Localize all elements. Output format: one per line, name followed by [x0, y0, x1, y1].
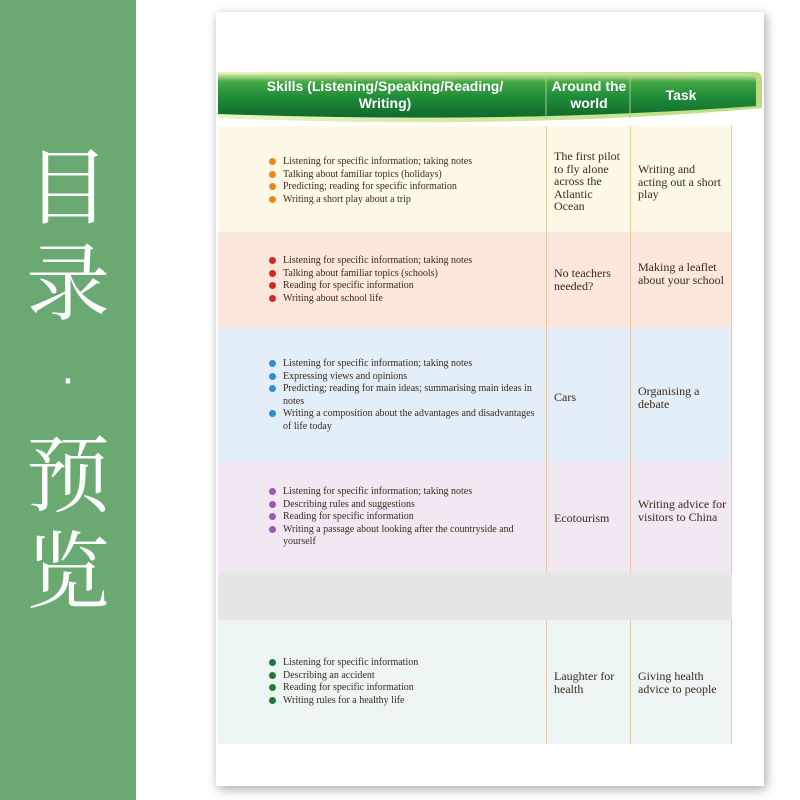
sidebar-char: 目: [25, 139, 110, 237]
around-cell: [546, 328, 630, 462]
around-text: Laughter for health: [554, 669, 615, 696]
skill-item: Describing rules and suggestions: [268, 499, 538, 512]
skills-cell: [218, 232, 546, 328]
bullet-icon: [269, 410, 276, 417]
task-cell: [630, 620, 732, 744]
bullet-icon: [269, 659, 276, 666]
skill-item: Writing a short play about a trip: [268, 194, 538, 207]
table-row: [218, 328, 732, 462]
skill-item: Talking about familiar topics (schools): [268, 268, 538, 281]
header-skills: Skills (Listening/Speaking/Reading/ Writing): [266, 78, 504, 111]
sidebar-title: [0, 140, 136, 620]
skill-item: Reading for specific information: [268, 511, 538, 524]
sidebar-char: ·: [54, 331, 82, 429]
skill-item: Listening for specific information: [268, 657, 538, 670]
skill-item: Writing a composition about the advantages and disadvantages of life today: [268, 408, 538, 433]
table-row: [218, 462, 732, 572]
bullet-icon: [269, 183, 276, 190]
skills-list: [268, 255, 538, 305]
bullet-icon: [269, 697, 276, 704]
skills-list: [268, 156, 538, 206]
bullet-icon: [269, 385, 276, 392]
bullet-icon: [269, 171, 276, 178]
bullet-icon: [269, 282, 276, 289]
skills-list: [268, 358, 538, 434]
skill-item: Listening for specific information; taking notes: [268, 486, 538, 499]
table-row: [218, 126, 732, 232]
skill-item: Reading for specific information: [268, 682, 538, 695]
skills-cell: [218, 462, 546, 572]
bullet-icon: [269, 196, 276, 203]
around-cell: [546, 462, 630, 572]
sidebar-char: 录: [25, 235, 110, 333]
skill-item: Predicting; reading for main ideas; summarising main ideas in notes: [268, 383, 538, 408]
skill-item: Listening for specific information; taking notes: [268, 156, 538, 169]
skills-cell: [218, 126, 546, 232]
task-cell: [630, 462, 732, 572]
skills-list: [268, 657, 538, 707]
skill-item: Writing rules for a healthy life: [268, 695, 538, 708]
task-text: Organising a debate: [638, 384, 700, 411]
table-header: [218, 68, 762, 126]
bullet-icon: [269, 684, 276, 691]
bullet-icon: [269, 295, 276, 302]
around-cell: [546, 620, 630, 744]
around-text: Ecotourism: [554, 511, 610, 525]
skill-item: Writing about school life: [268, 293, 538, 306]
bullet-icon: [269, 257, 276, 264]
skills-cell: [218, 620, 546, 744]
task-cell: [630, 126, 732, 232]
header-task: Task: [665, 87, 697, 103]
sidebar-char: 览: [25, 523, 110, 621]
bullet-icon: [269, 158, 276, 165]
bullet-icon: [269, 513, 276, 520]
around-cell: [546, 232, 630, 328]
skill-item: Writing a passage about looking after the countryside and yourself: [268, 524, 538, 549]
task-text: Giving health advice to people: [638, 669, 717, 696]
task-cell: [630, 328, 732, 462]
sidebar-char: 预: [25, 427, 110, 525]
task-text: Making a leaflet about your school: [638, 260, 724, 287]
bullet-icon: [269, 360, 276, 367]
task-cell: [630, 232, 732, 328]
table-row: [218, 232, 732, 328]
bullet-icon: [269, 526, 276, 533]
task-text: Writing and acting out a short play: [638, 162, 721, 202]
skill-item: Predicting; reading for specific information: [268, 181, 538, 194]
skills-cell: [218, 328, 546, 462]
sidebar: [0, 0, 136, 800]
bullet-icon: [269, 373, 276, 380]
skills-list: [268, 486, 538, 549]
around-cell: [546, 126, 630, 232]
skill-item: Describing an accident: [268, 670, 538, 683]
skill-item: Expressing views and opinions: [268, 371, 538, 384]
bullet-icon: [269, 488, 276, 495]
around-text: No teachers needed?: [554, 266, 611, 293]
around-text: The first pilot to fly alone across the Atlantic Ocean: [554, 149, 620, 214]
bullet-icon: [269, 501, 276, 508]
header-around-the-world: Around the world: [551, 78, 627, 111]
bullet-icon: [269, 672, 276, 679]
skill-item: Reading for specific information: [268, 280, 538, 293]
table-row: [218, 620, 732, 744]
skill-item: Listening for specific information; taking notes: [268, 358, 538, 371]
around-text: Cars: [554, 390, 576, 404]
task-text: Writing advice for visitors to China: [638, 497, 727, 524]
skill-item: Talking about familiar topics (holidays): [268, 169, 538, 182]
skill-item: Listening for specific information; taking notes: [268, 255, 538, 268]
bullet-icon: [269, 270, 276, 277]
separator-band: [218, 572, 732, 620]
